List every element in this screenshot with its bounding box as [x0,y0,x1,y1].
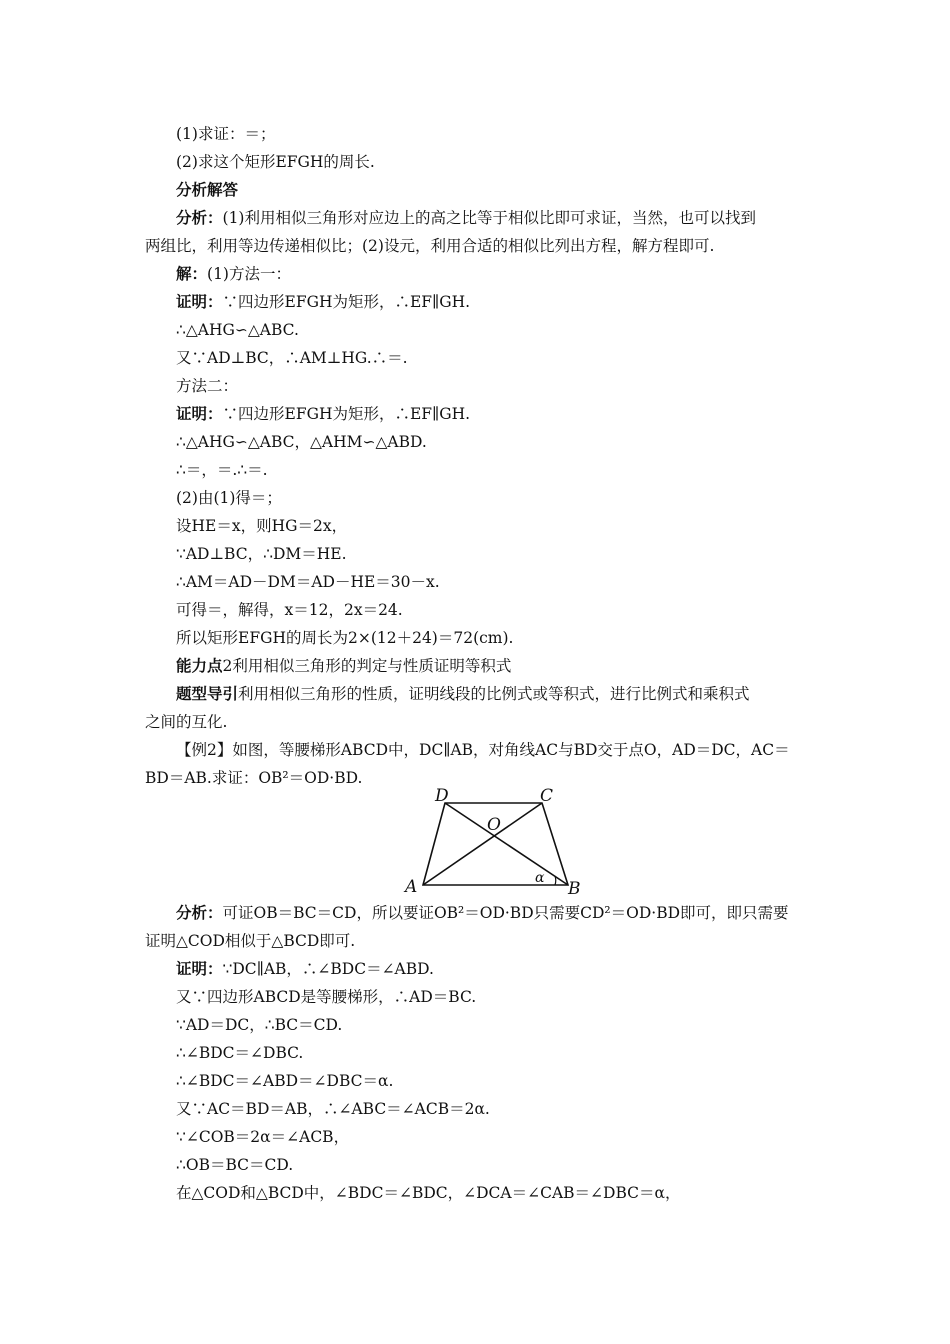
text-line: 又∵AC＝BD＝AB，∴∠ABC＝∠ACB＝2α. [176,1100,490,1118]
label-alpha: α [535,870,545,886]
text-line [176,292,470,312]
text-line: (2)求这个矩形EFGH的周长. [176,153,375,171]
label-d: D [435,786,449,806]
trapezoid-figure [395,786,595,898]
section-heading: 分析解答 [176,180,239,199]
text-span: ∵四边形EFGH为矩形，∴EF∥GH. [222,293,471,311]
text-line [176,903,789,923]
label-o: O [487,815,501,835]
angle-arc [555,876,556,885]
bold-lead: 证明： [176,292,223,311]
text-line [176,208,756,228]
text-line: ∵AD⊥BC，∴DM＝HE. [176,545,347,563]
text-span: (1)方法一： [207,265,291,283]
text-line: ∴△AHG∽△ABC. [176,321,299,339]
text-line: 设HE＝x，则HG＝2x， [176,517,348,535]
trapezoid-diagram [395,786,595,898]
text-line: BD＝AB.求证：OB²＝OD·BD. [145,769,363,787]
bold-lead: 能力点 [176,656,223,675]
diagonal-ac [423,803,542,885]
text-line: ∵∠COB＝2α＝∠ACB， [176,1128,350,1146]
text-span: 利用相似三角形的性质，证明线段的比例式或等积式，进行比例式和乘积式 [238,685,750,703]
text-span: 可证OB＝BC＝CD，所以要证OB²＝OD·BD只需要CD²＝OD·BD即可，即只需要 [222,904,789,922]
text-span: 2利用相似三角形的判定与性质证明等积式 [222,657,512,675]
text-line: ∴∠BDC＝∠ABD＝∠DBC＝α. [176,1072,394,1090]
text-line: ∴∠BDC＝∠DBC. [176,1044,304,1062]
text-span: ∵DC∥AB，∴∠BDC＝∠ABD. [222,960,434,978]
text-line: ∴OB＝BC＝CD. [176,1156,294,1174]
diagonal-bd [445,803,568,885]
text-line: 证明△COD相似于△BCD即可. [145,932,356,950]
label-a: A [405,877,418,897]
text-line: 所以矩形EFGH的周长为2×(12＋24)＝72(cm). [176,629,514,647]
text-line: 在△COD和△BCD中，∠BDC＝∠BDC，∠DCA＝∠CAB＝∠DBC＝α， [176,1184,681,1202]
text-line: 方法二： [176,377,239,395]
label-c: C [540,786,554,806]
text-line: 又∵AD⊥BC，∴AM⊥HG.∴＝. [176,349,408,367]
text-line [176,264,291,284]
label-b: B [568,879,581,898]
text-line: 两组比，利用等边传递相似比；(2)设元，利用合适的相似比列出方程，解方程即可. [145,237,715,255]
example-heading-line: 【例2】如图，等腰梯形ABCD中，DC∥AB，对角线AC与BD交于点O，AD＝DC，AC＝ [176,741,790,759]
bold-lead: 分析： [176,903,223,922]
bold-lead: 解： [176,264,208,283]
text-line: (2)由(1)得＝； [176,489,282,507]
bold-lead: 题型导引 [176,684,239,703]
bold-lead: 证明： [176,404,223,423]
text-line: (1)求证：＝； [176,125,276,143]
text-line: 可得＝，解得，x＝12，2x＝24. [176,601,403,619]
text-line [176,656,511,676]
text-line: ∴＝，＝.∴＝. [176,461,268,479]
text-line [176,684,750,704]
text-line: 又∵四边形ABCD是等腰梯形，∴AD＝BC. [176,988,477,1006]
text-line [176,959,434,979]
text-span: (1)利用相似三角形对应边上的高之比等于相似比即可求证，当然，也可以找到 [222,209,756,227]
text-line: 之间的互化. [145,713,228,731]
bold-lead: 分析： [176,208,223,227]
text-line: ∵AD＝DC，∴BC＝CD. [176,1016,343,1034]
text-line: ∴△AHG∽△ABC，△AHM∽△ABD. [176,433,427,451]
text-line: ∴AM＝AD－DM＝AD－HE＝30－x. [176,573,440,591]
text-line [176,404,470,424]
text-span: ∵四边形EFGH为矩形，∴EF∥GH. [222,405,471,423]
bold-lead: 证明： [176,959,223,978]
